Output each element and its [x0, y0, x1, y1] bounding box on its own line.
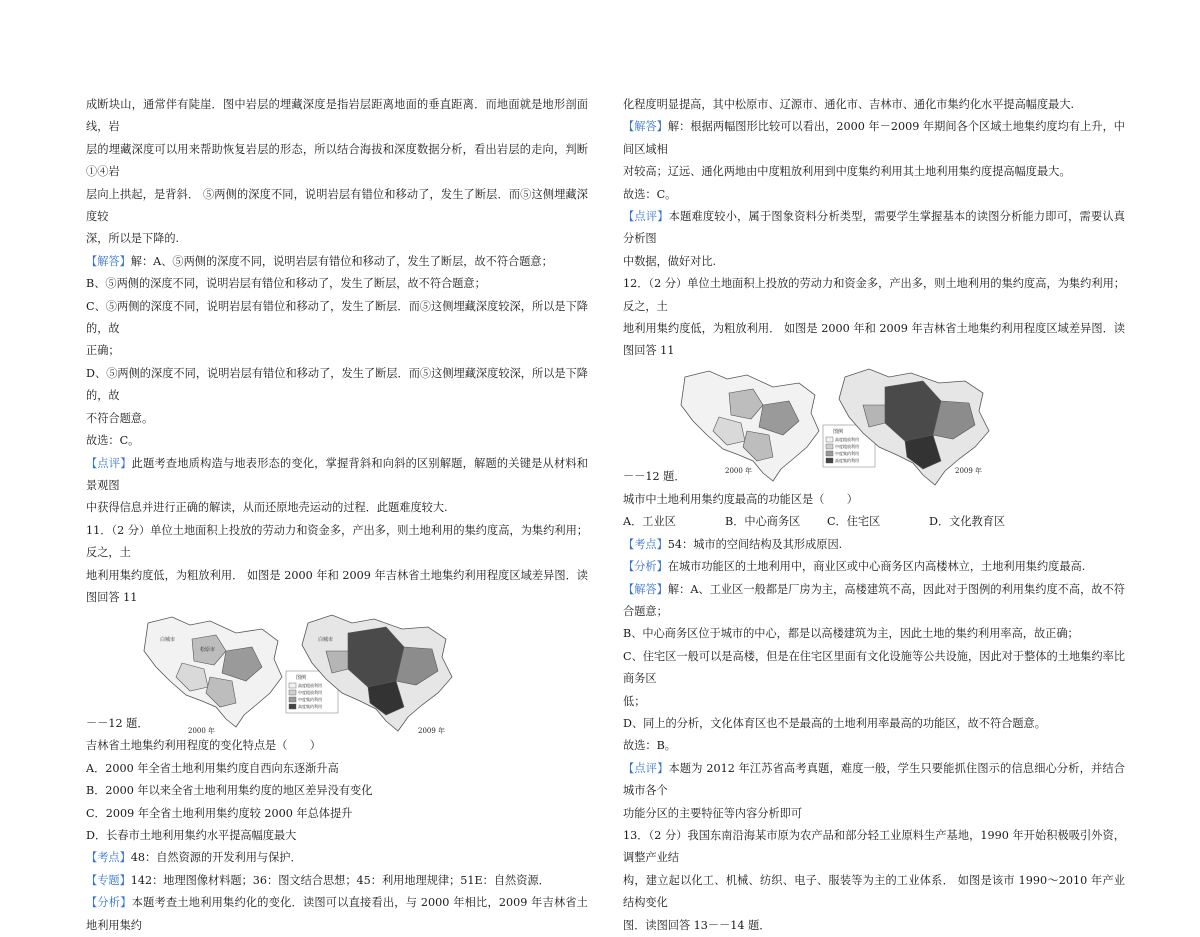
question-12-line: 地利用集约度低，为粗放利用． 如图是 2000 年和 2009 年吉林省土地集约利用程度区域差异图．读图回答 11 — [623, 322, 1125, 358]
choice-result: 故选：C。 — [623, 187, 677, 201]
option-c: C．2009 年全省土地利用集约度较 2000 年总体提升 — [86, 806, 353, 820]
comment-line: 【点评】此题考查地质构造与地表形态的变化，掌握背斜和向斜的区别解题，解题的关键是从材料和景观图 — [86, 456, 588, 492]
choice-result: 故选：C。 — [86, 434, 140, 448]
continued-text: 化程度明显提高，其中松原市、辽源市、通化市、吉林市、通化市集约化水平提高幅度最大. — [623, 98, 1075, 111]
legend-title: 图例 — [833, 428, 844, 435]
figure-caption-tail: －－12 题． — [623, 470, 686, 484]
option-a: A．工业区 — [623, 515, 676, 529]
answer-line: 低； — [623, 694, 646, 708]
kaodian-tag: 【考点】 — [86, 851, 131, 865]
svg-text:白城市: 白城市 — [318, 637, 334, 644]
answer-line: B、中心商务区位于城市的中心，都是以高楼建筑为主，因此土地的集约利用率高，故正确； — [623, 627, 1079, 641]
svg-text:松原市: 松原市 — [200, 647, 216, 654]
legend-item: 中度集约利用 — [298, 697, 322, 703]
comment-line: 中获得信息并进行正确的解读，从而还原地壳运动的过程．此题难度较大. — [86, 501, 448, 515]
question-stem: 吉林省土地集约利用程度的变化特点是（ ） — [86, 739, 321, 753]
jilin-land-use-map-figure-2 — [623, 365, 1125, 489]
answer-line: 【解答】解：根据两幅图形比较可以看出，2000 年－2009 年期间各个区域土地集约度均有上升，中间区域相 — [623, 120, 1125, 156]
answer-line: 【解答】解：A、⑤两侧的深度不同，说明岩层有错位和移动了，发生了断层，故不符合题意； — [86, 254, 553, 268]
kaodian-line: 【考点】54：城市的空间结构及其形成原因. — [623, 537, 843, 551]
question-13-line: 图．读图回答 13－－14 题． — [623, 918, 771, 932]
question-11-line: 地利用集约度低，为粗放利用． 如图是 2000 年和 2009 年吉林省土地集约利用程度区域差异图．读图回答 11 — [86, 568, 588, 604]
comment-tag: 【点评】 — [623, 210, 669, 224]
answer-line: 正确； — [86, 344, 120, 358]
year-label-2000: 2000 年 — [188, 727, 216, 736]
year-label-2009: 2009 年 — [418, 727, 446, 736]
legend-item: 高度集约利用 — [298, 704, 322, 710]
comment-tag: 【点评】 — [623, 761, 669, 775]
continued-text: 层的埋藏深度可以用来帮助恢复岩层的形态，所以结合海拔和深度数据分析，看出岩层的走向，判断①④岩 — [86, 142, 588, 179]
comment-line: 中数据，做好对比. — [623, 254, 717, 268]
legend-item: 高度粗放利用 — [835, 436, 859, 442]
answer-line: C、⑤两侧的深度不同，说明岩层有错位和移动了，发生了断层．而⑤这侧埋藏深度较深，所以是下降的，故 — [86, 299, 588, 336]
answer-tag: 【解答】 — [86, 254, 131, 268]
kaodian-tag: 【考点】 — [623, 537, 668, 551]
choice-result: 故选：B。 — [623, 739, 676, 753]
map-2000-2 — [681, 371, 819, 481]
legend-item: 中度集约利用 — [835, 450, 859, 456]
map-2000 — [144, 617, 282, 727]
legend-item: 中度粗放利用 — [835, 443, 859, 449]
fenxi-line: 【分析】本题考查土地利用集约化的变化．读图可以直接看出，与 2000 年相比，2009 年吉林省土地利用集约 — [86, 896, 588, 932]
legend-title: 图例 — [296, 675, 307, 682]
year-label-2009: 2009 年 — [955, 466, 983, 475]
right-column — [623, 94, 1125, 937]
fenxi-tag: 【分析】 — [623, 560, 668, 574]
question-13-line: 13．（2 分）我国东南沿海某市原为农产品和部分轻工业原料生产基地，1990 年开始积极吸引外资，调整产业结 — [623, 828, 1125, 865]
question-stem: 城市中土地利用集约度最高的功能区是（ ） — [623, 492, 858, 506]
question-12-line: 12．（2 分）单位土地面积上投放的劳动力和资金多，产出多，则土地利用的集约度高，为集约利用；反之，土 — [623, 277, 1125, 313]
answer-line: D、⑤两侧的深度不同，说明岩层有错位和移动了，发生了断层．而⑤这侧埋藏深度较深，所以是下降的，故 — [86, 366, 588, 403]
legend-item: 高度粗放利用 — [298, 683, 322, 689]
answer-line: D、同上的分析，文化体育区也不是最高的土地利用率最高的功能区，故不符合题意。 — [623, 716, 1046, 730]
answer-line: C、住宅区一般可以是高楼，但是在住宅区里面有文化设施等公共设施，因此对于整体的土地集约率比商务区 — [623, 649, 1125, 686]
option-a: A．2000 年全省土地利用集约度自西向东逐渐升高 — [86, 761, 339, 775]
jilin-land-use-map-figure — [86, 611, 588, 735]
question-13-line: 构，建立起以化工、机械、纺织、电子、服装等为主的工业体系． 如图是该市 1990～2010 年产业结构变化 — [623, 873, 1125, 910]
year-label-2000: 2000 年 — [725, 466, 753, 475]
svg-text:白城市: 白城市 — [160, 637, 176, 644]
answer-line: 【解答】解：A、工业区一般都是厂房为主，高楼建筑不高，因此对于图例的利用集约度不高，故不符合题意； — [623, 582, 1125, 618]
comment-tag: 【点评】 — [86, 456, 132, 470]
answer-line: 不符合题意。 — [86, 411, 154, 425]
option-b: B．2000 年以来全省土地利用集约度的地区差异没有变化 — [86, 784, 373, 798]
option-c: C．住宅区 — [827, 515, 881, 529]
continued-text: 深，所以是下降的. — [86, 232, 180, 246]
kaodian-line: 【考点】48：自然资源的开发利用与保护． — [86, 851, 302, 865]
continued-text: 成断块山，通常伴有陡崖．图中岩层的埋藏深度是指岩层距离地面的垂直距离．而地面就是地形剖面线，岩 — [86, 98, 588, 134]
comment-line: 【点评】本题为 2012 年江苏省高考真题，难度一般，学生只要能抓住图示的信息细心分析，并结合城市各个 — [623, 761, 1125, 798]
map-figure-svg — [86, 611, 588, 735]
question-11-line: 11．（2 分）单位土地面积上投放的劳动力和资金多，产出多，则土地利用的集约度高，为集约利用；反之，土 — [86, 523, 588, 560]
continued-text: 层向上拱起，是背斜． ⑤两侧的深度不同，说明岩层有错位和移动了，发生了断层．而⑤这侧埋藏深度较 — [86, 187, 588, 224]
legend-item: 中度粗放利用 — [298, 690, 322, 696]
left-column — [86, 94, 588, 937]
answer-line: B、⑤两侧的深度不同，说明岩层有错位和移动了，发生了断层，故不符合题意； — [86, 277, 486, 291]
option-b: B．中心商务区 — [725, 515, 801, 529]
comment-line: 【点评】本题难度较小，属于图象资料分析类型，需要学生掌握基本的读图分析能力即可，需要认真分析图 — [623, 210, 1125, 246]
zhuanti-line: 【专题】142：地理图像材料题；36：图文结合思想；45：利用地理规律；51E：自然资源． — [86, 873, 550, 887]
zhuanti-tag: 【专题】 — [86, 873, 131, 887]
answer-line: 对较高；辽远、通化两地由中度粗放利用到中度集约利用其土地利用集约度提高幅度最大。 — [623, 165, 1071, 179]
option-d: D．长春市土地利用集约水平提高幅度最大 — [86, 828, 297, 842]
figure-caption-tail: －－12 题． — [86, 716, 149, 730]
fenxi-tag: 【分析】 — [86, 896, 132, 910]
map-2009 — [302, 615, 452, 731]
fenxi-line: 【分析】在城市功能区的土地利用中，商业区或中心商务区内高楼林立，土地利用集约度最高. — [623, 560, 1086, 574]
map-figure-svg-2 — [623, 365, 1125, 489]
answer-tag: 【解答】 — [623, 582, 668, 596]
options-row — [623, 511, 1125, 533]
answer-tag: 【解答】 — [623, 120, 668, 134]
legend-item: 高度集约利用 — [835, 457, 859, 463]
option-d: D．文化教育区 — [929, 515, 1006, 529]
comment-line: 功能分区的主要特征等内容分析即可 — [623, 806, 803, 820]
